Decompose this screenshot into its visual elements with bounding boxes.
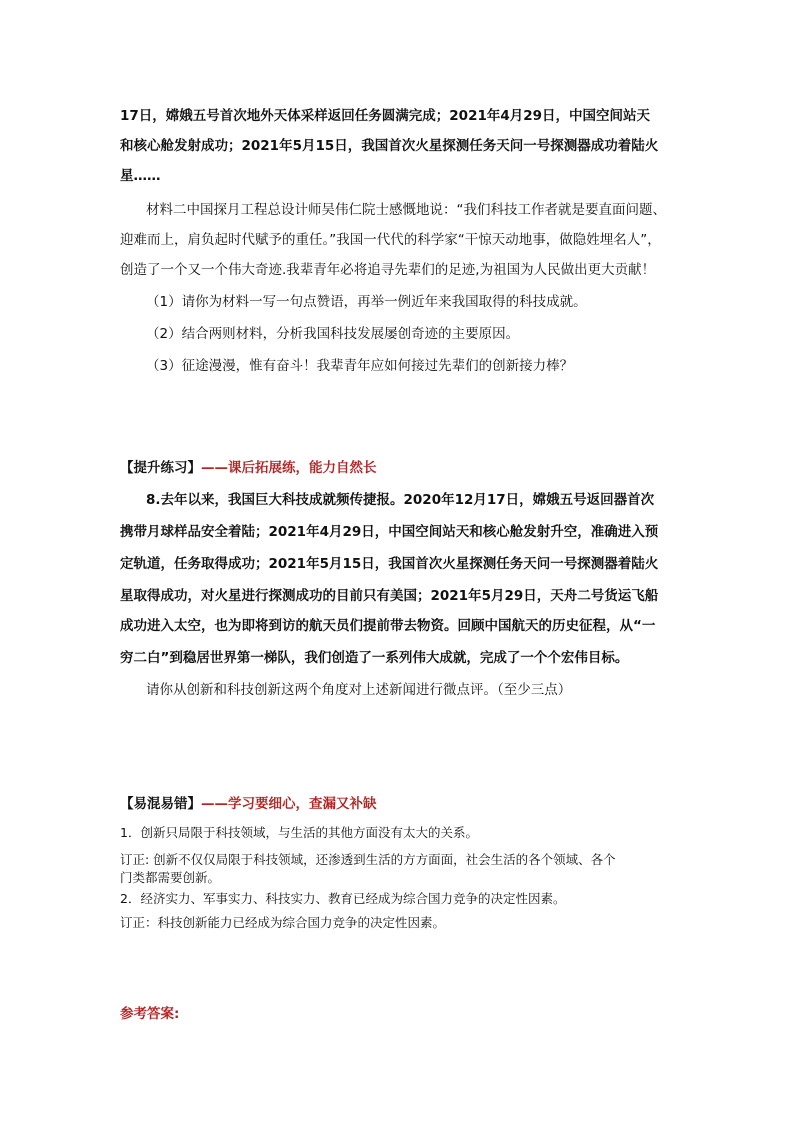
practice-heading-bracket: 【提升练习】 — [120, 460, 201, 476]
material-one-line-2: 和核心舱发射成功；2021年5月15日，我国首次火星探测任务天问一号探测器成功着陆火 — [120, 138, 659, 154]
mistake-1-correction-line-1: 订正: 创新不仅仅局限于科技领域，还渗透到生活的方方面面，社会生活的各个领域、各个 — [120, 852, 616, 867]
question-3: （3）征途漫漫，惟有奋斗！我辈青年应如何接过先辈们的创新接力棒？ — [146, 358, 574, 374]
practice-line-6: 穷二白”到稳居世界第一梯队，我们创造了一系列伟大成就，完成了一个个宏伟目标。 — [120, 650, 629, 666]
practice-line-3: 定轨道，任务取得成功；2021年5月15日，我国首次火星探测任务天问一号探测器着陆火 — [120, 556, 659, 572]
practice-line-2: 携带月球样品安全着陆；2021年4月29日，中国空间站天和核心舱发射升空，准确进入预 — [120, 524, 659, 540]
mistakes-heading-sub: ——学习要细心，查漏又补缺 — [201, 796, 377, 812]
question-1: （1）请你为材料一写一句点赞语，再举一例近年来我国取得的科技成就。 — [146, 294, 587, 310]
practice-task: 请你从创新和科技创新这两个角度对上述新闻进行微点评。（至少三点） — [146, 682, 572, 698]
practice-line-4: 星取得成功，对火星进行探测成功的目前只有美国；2021年5月29日，天舟二号货运飞船 — [120, 588, 659, 604]
material-two-line-3: 创造了一个又一个伟大奇迹.我辈青年必将追寻先辈们的足迹,为祖国为人民做出更大贡献！ — [120, 262, 656, 278]
mistake-2-correction: 订正：科技创新能力已经成为综合国力竞争的决定性因素。 — [120, 915, 446, 930]
mistake-1: 1．创新只局限于科技领域，与生活的其他方面没有太大的关系。 — [120, 825, 478, 840]
mistakes-heading — [120, 792, 377, 812]
material-two-line-1: 材料二中国探月工程总设计师吴伟仁院士感慨地说：“我们科技工作者就是要直面问题、 — [146, 202, 666, 218]
practice-line-1: 8.去年以来，我国巨大科技成就频传捷报。2020年12月17日，嫦娥五号返回器首次 — [146, 492, 655, 508]
mistake-2: 2．经济实力、军事实力、科技实力、教育已经成为综合国力竞争的决定性因素。 — [120, 891, 566, 906]
answers-heading: 参考答案: — [120, 1006, 180, 1022]
mistakes-heading-bracket: 【易混易错】 — [120, 796, 201, 812]
material-one-line-3: 星…… — [120, 168, 161, 184]
question-2: （2）结合两则材料，分析我国科技发展屡创奇迹的主要原因。 — [146, 326, 520, 342]
practice-heading-sub: ——课后拓展练，能力自然长 — [201, 460, 377, 476]
mistake-1-correction-line-2: 门类都需要创新。 — [120, 870, 221, 885]
practice-heading — [120, 456, 377, 476]
practice-line-5: 成功进入太空，也为即将到访的航天员们提前带去物资。回顾中国航天的历史征程，从“一 — [120, 618, 656, 634]
material-one-line-1: 17日，嫦娥五号首次地外天体采样返回任务圆满完成；2021年4月29日，中国空间站天 — [120, 108, 651, 124]
material-two-line-2: 迎难而上，肩负起时代赋予的重任。”我国一代代的科学家“干惊天动地事，做隐姓埋名人”， — [120, 232, 661, 248]
